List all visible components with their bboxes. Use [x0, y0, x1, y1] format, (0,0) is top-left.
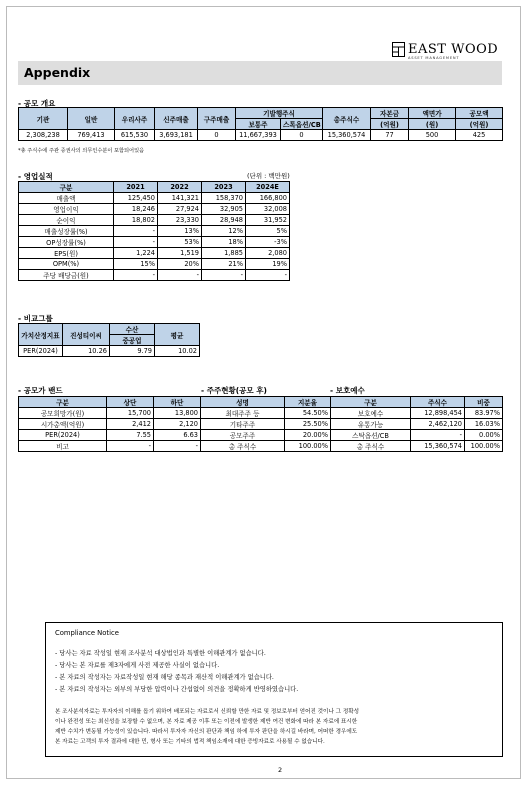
performance-unit: (단위 : 백만원): [247, 172, 290, 180]
performance-section-title: - 영업실적: [18, 172, 53, 181]
logo-subtitle: ASSET MANAGEMENT: [408, 56, 460, 60]
disclaimer-line: 본 조사분석자료는 투자자의 이해를 돕기 위하여 배포되는 자료로서 신뢰할 만한 자료 및 정보로부터 얻어진 것이나 그 정확성: [55, 709, 360, 715]
peers-value-cell: 10.02: [155, 346, 200, 357]
holders-cell: 20.00%: [285, 430, 331, 441]
performance-cell: -: [202, 269, 246, 280]
offering-value-cell: 15,360,574: [323, 130, 371, 141]
band-cell: 6.63: [154, 430, 201, 441]
peers-header-cell: 진성티이씨: [63, 324, 110, 346]
performance-cell: -: [114, 269, 158, 280]
lockup-header-cell: 비중: [465, 397, 503, 408]
performance-cell: 28,948: [202, 215, 246, 226]
peers-value-cell: PER(2024): [19, 346, 63, 357]
lockup-table: [330, 396, 503, 452]
lockup-cell: 12,898,454: [411, 408, 465, 419]
performance-cell: 12%: [202, 226, 246, 237]
table-row: [19, 440, 201, 451]
peers-header-cell: 평균: [155, 324, 200, 346]
band-table: [18, 396, 201, 452]
table-row: [19, 408, 201, 419]
lockup-header-cell: 구분: [331, 397, 411, 408]
performance-cell: 18,802: [114, 215, 158, 226]
lockup-cell: -: [411, 430, 465, 441]
peers-header-cell: 중공업: [110, 335, 155, 346]
band-header-cell: 하단: [154, 397, 201, 408]
offering-value-cell: 77: [371, 130, 409, 141]
table-row: [331, 408, 503, 419]
performance-cell: 53%: [158, 237, 202, 248]
performance-cell: 21%: [202, 259, 246, 270]
band-cell: -: [107, 440, 154, 451]
holders-cell: 100.00%: [285, 441, 331, 452]
appendix-banner: [18, 61, 502, 85]
offering-value-cell: 2,308,238: [19, 130, 68, 141]
performance-cell: 5%: [246, 226, 290, 237]
performance-cell: 19%: [246, 259, 290, 270]
logo-mark-icon: [392, 42, 405, 57]
offering-header-cell: 우리사주: [115, 108, 155, 130]
compliance-item: - 당사는 본 자료를 제3자에게 사전 제공한 사실이 없습니다.: [55, 662, 220, 669]
offering-value-cell: 11,667,393: [236, 130, 281, 141]
lockup-cell: 0.00%: [465, 430, 503, 441]
lockup-cell: 유통가능: [331, 419, 411, 430]
table-row: [19, 204, 290, 215]
compliance-notice-box: [45, 622, 503, 757]
band-cell: 15,700: [107, 408, 154, 419]
table-row: [19, 215, 290, 226]
table-row: [331, 430, 503, 441]
offering-header-cell: 액면가: [409, 108, 456, 119]
offering-value-cell: 0: [198, 130, 236, 141]
offering-header-cell: 일반: [68, 108, 115, 130]
performance-cell: 20%: [158, 259, 202, 270]
performance-cell: 23,330: [158, 215, 202, 226]
performance-cell: 13%: [158, 226, 202, 237]
page-title: Appendix: [24, 65, 91, 80]
band-cell: PER(2024): [19, 430, 107, 441]
offering-header-cell: (억원): [371, 119, 409, 130]
offering-header-cell: 구주매출: [198, 108, 236, 130]
offering-value-cell: 425: [456, 130, 503, 141]
band-header-cell: 상단: [107, 397, 154, 408]
holders-table: [200, 396, 331, 452]
peers-header-cell: 가치산정지표: [19, 324, 63, 346]
performance-cell: 32,008: [246, 204, 290, 215]
performance-cell: -: [158, 269, 202, 280]
band-cell: 13,800: [154, 408, 201, 419]
offering-header-cell: (억원): [456, 119, 503, 130]
performance-header-cell: 구분: [19, 182, 114, 193]
performance-table: [18, 181, 290, 281]
logo-name: EAST WOOD: [408, 42, 499, 57]
performance-cell: 1,519: [158, 248, 202, 259]
holders-cell: 54.50%: [285, 408, 331, 419]
peers-value-cell: 10.26: [63, 346, 110, 357]
table-row: [201, 441, 331, 452]
band-cell: 7.55: [107, 430, 154, 441]
performance-cell: 125,450: [114, 193, 158, 204]
performance-cell: 158,370: [202, 193, 246, 204]
eastwood-logo: [392, 42, 504, 62]
lockup-section-title: - 보호예수: [330, 386, 365, 395]
lockup-cell: 100.00%: [465, 441, 503, 452]
band-header-cell: 구분: [19, 397, 107, 408]
band-cell: 2,412: [107, 419, 154, 430]
band-cell: -: [154, 440, 201, 451]
performance-cell: 매출액: [19, 193, 114, 204]
band-section-title: - 공모가 밴드: [18, 386, 63, 395]
offering-value-cell: 0: [281, 130, 323, 141]
page-number: 2: [278, 766, 283, 774]
performance-cell: 18%: [202, 237, 246, 248]
performance-cell: OPM(%): [19, 259, 114, 270]
performance-cell: 31,952: [246, 215, 290, 226]
lockup-cell: 스탁옵션/CB: [331, 430, 411, 441]
performance-cell: 18,246: [114, 204, 158, 215]
offering-table: [18, 107, 503, 141]
performance-header-cell: 2022: [158, 182, 202, 193]
table-row: [201, 408, 331, 419]
performance-cell: -3%: [246, 237, 290, 248]
lockup-cell: 총 주식수: [331, 441, 411, 452]
holders-header-cell: 성명: [201, 397, 285, 408]
table-row: [19, 130, 503, 141]
lockup-cell: 16.03%: [465, 419, 503, 430]
offering-header-cell: (원): [409, 119, 456, 130]
disclaimer-line: 제반 수치가 변동될 가능성이 있습니다. 따라서 투자자 자신의 판단과 책임 하에 투자 판단을 하시길 바라며, 어떠한 경우에도: [55, 729, 358, 735]
offering-header-cell: 기발행주식: [236, 108, 323, 119]
offering-section-title: - 공모 개요: [18, 99, 56, 108]
compliance-item: - 당사는 자료 작성일 현재 조사분석 대상법인과 특별한 이해관계가 없습니다.: [55, 650, 266, 657]
performance-cell: EPS(원): [19, 248, 114, 259]
band-cell: 비고: [19, 440, 107, 451]
performance-header-cell: 2023: [202, 182, 246, 193]
performance-cell: OP성장률(%): [19, 237, 114, 248]
table-row: [19, 269, 290, 280]
table-row: [19, 248, 290, 259]
offering-header-cell: 총주식수: [323, 108, 371, 130]
offering-header-cell: 기관: [19, 108, 68, 130]
table-row: [201, 430, 331, 441]
disclaimer-line: 본 자료는 고객의 투자 결과에 대한 민, 형사 또는 기타의 법적 책임소재에 대한 증빙자료로 사용될 수 없습니다.: [55, 739, 325, 745]
table-row: [331, 441, 503, 452]
peers-table: [18, 323, 200, 357]
table-row: [201, 419, 331, 430]
peers-header-cell: 수산: [110, 324, 155, 335]
performance-cell: -: [114, 237, 158, 248]
compliance-item: - 본 자료의 작성자는 외부의 부당한 압력이나 간섭없이 의견을 정확하게 반영하였습니다.: [55, 686, 299, 693]
performance-header-cell: 2021: [114, 182, 158, 193]
performance-cell: 15%: [114, 259, 158, 270]
performance-cell: 141,321: [158, 193, 202, 204]
lockup-cell: 15,360,574: [411, 441, 465, 452]
holders-header-cell: 지분율: [285, 397, 331, 408]
offering-header-cell: 자본금: [371, 108, 409, 119]
peers-section-title: - 비교그룹: [18, 314, 53, 323]
performance-cell: 166,800: [246, 193, 290, 204]
offering-value-cell: 769,413: [68, 130, 115, 141]
performance-cell: 32,905: [202, 204, 246, 215]
performance-cell: 주당 배당금(원): [19, 269, 114, 280]
performance-cell: 매출성장률(%): [19, 226, 114, 237]
compliance-item: - 본 자료의 작성자는 자료작성일 현재 해당 종목과 재산적 이해관계가 없습니다.: [55, 674, 274, 681]
lockup-cell: 보호예수: [331, 408, 411, 419]
table-row: [19, 193, 290, 204]
table-row: [331, 419, 503, 430]
table-row: [19, 226, 290, 237]
lockup-cell: 2,462,120: [411, 419, 465, 430]
holders-cell: 공모주주: [201, 430, 285, 441]
performance-cell: 2,080: [246, 248, 290, 259]
lockup-header-cell: 주식수: [411, 397, 465, 408]
table-row: [19, 419, 201, 430]
offering-header-cell: 공모액: [456, 108, 503, 119]
performance-cell: 1,885: [202, 248, 246, 259]
offering-note: *총 주식수에 주관 증권사의 의무인수분이 포함되어있음: [18, 148, 145, 154]
table-row: [19, 430, 201, 441]
peers-value-cell: 9.79: [110, 346, 155, 357]
table-row: [19, 237, 290, 248]
lockup-cell: 83.97%: [465, 408, 503, 419]
holders-cell: 최대주주 등: [201, 408, 285, 419]
performance-cell: 영업이익: [19, 204, 114, 215]
performance-header-cell: 2024E: [246, 182, 290, 193]
band-cell: 공모희망가(원): [19, 408, 107, 419]
band-cell: 시가총액(억원): [19, 419, 107, 430]
offering-value-cell: 500: [409, 130, 456, 141]
compliance-title: Compliance Notice: [55, 629, 119, 637]
holders-cell: 총 주식수: [201, 441, 285, 452]
offering-value-cell: 3,693,181: [155, 130, 198, 141]
offering-header-cell: 스톡옵션/CB: [281, 119, 323, 130]
disclaimer-line: 이나 완전성 또는 최신성을 보장할 수 없으며, 본 자료 제공 이후 또는 이전에 발생한 제반 여건 변화에 따라 본 자료에 표시한: [55, 719, 358, 725]
table-row: [19, 346, 200, 357]
performance-cell: 순이익: [19, 215, 114, 226]
band-cell: 2,120: [154, 419, 201, 430]
offering-value-cell: 615,530: [115, 130, 155, 141]
performance-cell: -: [114, 226, 158, 237]
performance-cell: 27,924: [158, 204, 202, 215]
performance-cell: 1,224: [114, 248, 158, 259]
holders-section-title: - 주주현황(공모 후): [201, 386, 267, 395]
performance-cell: -: [246, 269, 290, 280]
holders-cell: 기타주주: [201, 419, 285, 430]
offering-header-cell: 보통주: [236, 119, 281, 130]
offering-header-cell: 신주매출: [155, 108, 198, 130]
table-row: [19, 259, 290, 270]
holders-cell: 25.50%: [285, 419, 331, 430]
